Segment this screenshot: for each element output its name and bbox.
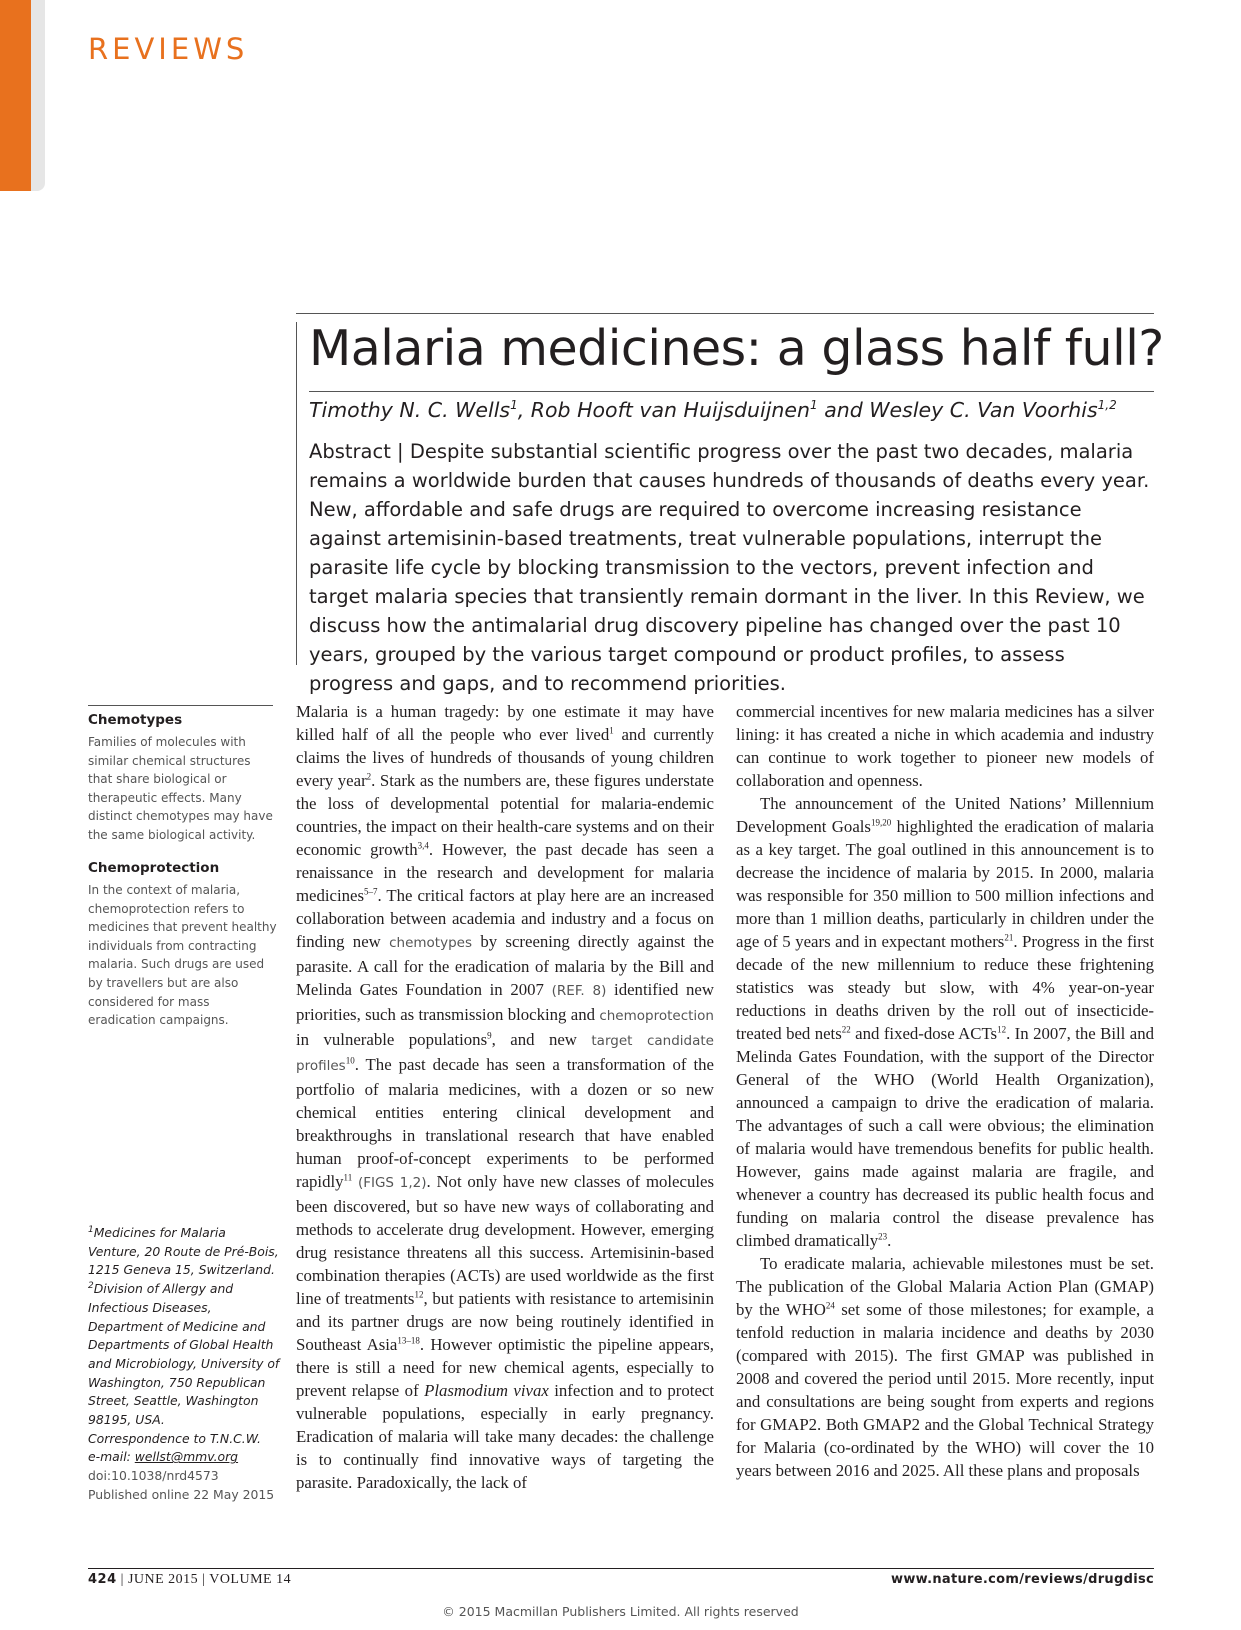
article-title: Malaria medicines: a glass half full? xyxy=(309,320,1164,377)
glossary-definition: Families of molecules with similar chemical structures that share biological or therapeutic effects. Many distinct chemotypes may have the same biological activity. xyxy=(88,735,273,842)
body-column-2 xyxy=(736,700,1154,1482)
author-separator: and xyxy=(817,398,870,422)
glossary-definition: In the context of malaria, chemoprotection refers to medicines that prevent healthy individuals from contracting malaria. Such drugs are used by travellers but are also considered for mass eradication campaigns. xyxy=(88,883,277,1028)
body-paragraph: To eradicate malaria, achievable milestones must be set. The publication of the Global Malaria Action Plan (GMAP) by the WHO$^{24}$ set some of those milestones; for example, a tenfold reduction in malaria incidence and deaths by 2030 (compared with 2015). The first GMAP was published in 2008 and covered the period until 2015. More recently, input and consultations are being sought from experts and regions for GMAP2. Both GMAP2 and the Global Technical Strategy for Malaria (co-ordinated by the WHO) will cover the 10 years between 2016 and 2025. All these plans and proposals xyxy=(736,1254,1154,1480)
journal-url[interactable]: www.nature.com/reviews/drugdisc xyxy=(891,1572,1154,1587)
section-label: REVIEWS xyxy=(88,32,249,66)
copyright: © 2015 Macmillan Publishers Limited. All rights reserved xyxy=(442,1604,799,1619)
glossary-term: Chemoprotection xyxy=(88,860,220,876)
glossary-link[interactable]: chemoprotection xyxy=(599,1008,714,1024)
author-separator: , xyxy=(517,398,531,422)
email-link[interactable]: wellst@mmv.org xyxy=(134,1449,239,1465)
affiliation-1: $^1$Medicines for Malaria Venture, 20 Route de Pré-Bois, 1215 Geneva 15, Switzerland. xyxy=(88,1224,279,1278)
footer-rule xyxy=(88,1568,1154,1569)
doi: doi:10.1038/nrd4573 xyxy=(88,1468,219,1484)
body-paragraph: commercial incentives for new malaria medicines has a silver lining: it has created a niche in which academia and industry can continue to work together to pioneer new models of collaboration and openness. xyxy=(736,702,1154,790)
issue-info: | JUNE 2015 | VOLUME 14 xyxy=(116,1572,292,1587)
author-name: Wesley C. Van Voorhis xyxy=(869,398,1098,422)
affiliations xyxy=(88,1224,280,1505)
abstract: Abstract | Despite substantial scientific progress over the past two decades, malaria remains a worldwide burden that causes hundreds of thousands of deaths every year. New, affordable and safe drugs are required to overcome increasing resistance against artemisinin-based treatments, treat vulnerable populations, interrupt the parasite life cycle by blocking transmission to the vectors, prevent infection and target malaria species that transiently remain dormant in the liver. In this Review, we discuss how the antimalarial drug discovery pipeline has changed over the past 10 years, grouped by the various target compound or product profiles, to assess progress and gaps, and to recommend priorities. xyxy=(309,440,1150,695)
email-label: e-mail: xyxy=(88,1449,135,1465)
title-top-rule xyxy=(296,313,1154,314)
author-name: Timothy N. C. Wells xyxy=(309,398,511,422)
body-paragraph: Malaria is a human tragedy: by one estimate it may have killed half of all the people who ever lived$^1$ and currently claims the lives of hundreds of thousands of young children every year$^2$. Stark as the numbers are, these figures understate the loss of developmental potential for malaria-endemic countries, the impact on their health-care systems and on their economic growth$^{3,4}$. However, the past decade has seen a renaissance in the research and development for malaria medicines$^{5-7}$. The critical factors at play here are an increased collaboration between academia and industry and a focus on finding new chemotypes by screening directly against the parasite. A call for the eradication of malaria by the Bill and Melinda Gates Foundation in 2007 (REF. 8) identified new priorities, such as transmission blocking and chemoprotection in vulnerable populations$^9$, and new target candidate profiles$^{10}$. The past decade has seen a transformation of the portfolio of malaria medicines, with a dozen or so new chemical entities entering clinical development and breakthroughs in translational research that have enabled human proof-of-concept experiments to be performed rapidly$^{11}$ (FIGS 1,2). Not only have new classes of molecules been discovered, but so have new ways of collaborating and methods to accelerate drug development. However, emerging drug resistance threatens all this success. Artemisinin-based combination therapies (ACTs) are used worldwide as the first line of treatments$^{12}$, but patients with resistance to artemisinin and its partner drugs are now being routinely identified in Southeast Asia$^{13-18}$. However optimistic the pipeline appears, there is still a need for new chemical agents, especially to prevent relapse of Plasmodium vivax infection and to protect vulnerable populations, especially in early pregnancy. Eradication of malaria will take many decades: the challenge is to continually find innovative ways of targeting the parasite. Paradoxically, the lack of xyxy=(296,702,715,1492)
body-column-1 xyxy=(296,700,714,1494)
glossary-link[interactable]: target candidate profiles xyxy=(296,1033,714,1074)
title-under-rule xyxy=(309,391,1154,392)
ref-link[interactable]: (REF. 8) xyxy=(551,983,607,999)
author-affiliation: 1,2 xyxy=(1097,398,1117,413)
glossary-link[interactable]: chemotypes xyxy=(389,935,472,951)
correspondence: Correspondence to T.N.C.W. xyxy=(88,1430,261,1446)
author-name: Rob Hooft van Huijsduijnen xyxy=(530,398,811,422)
author-affiliation: 1 xyxy=(810,398,818,413)
page-number: 424 xyxy=(88,1572,117,1587)
accent-bar xyxy=(0,0,31,191)
published-date: Published online 22 May 2015 xyxy=(88,1486,275,1502)
author-affiliation: 1 xyxy=(510,398,518,413)
sidebar-rule xyxy=(88,705,273,706)
affiliation-2: $^2$Division of Allergy and Infectious Diseases, Department of Medicine and Departments of Global Health and Microbiology, University of Washington, 750 Republican Street, Seattle, Washington 98195, USA. xyxy=(88,1280,280,1428)
glossary-term: Chemotypes xyxy=(88,712,183,728)
author-list xyxy=(309,398,1117,422)
footer-issue xyxy=(88,1572,291,1588)
body-paragraph: The announcement of the United Nations’ Millennium Development Goals$^{19,20}$ highlighted the eradication of malaria as a key target. The goal outlined in this announcement is to decrease the incidence of malaria by 2015. In 2000, malaria was responsible for 350 million to 500 million infections and more than 1 million deaths, particularly in children under the age of 5 years and in expectant mothers$^{21}$. Progress in the first decade of the new millennium to reduce these frightening statistics was steady but slow, with 4% year-on-year reductions in deaths driven by the roll out of insecticide-treated bed nets$^{22}$ and fixed-dose ACTs$^{12}$. In 2007, the Bill and Melinda Gates Foundation, with the support of the Director General of the WHO (World Health Organization), announced a campaign to drive the eradication of malaria. The advantages of such a call were obvious; the elimination of malaria would have tremendous benefits for public health. However, gains made against malaria are fragile, and whenever a country has decreased its public health focus and funding on malaria control the disease prevalence has climbed dramatically$^{23}$. xyxy=(736,794,1154,1250)
figure-link[interactable]: (FIGS 1,2) xyxy=(357,1175,427,1191)
title-left-rule xyxy=(296,322,297,665)
accent-bar-shadow xyxy=(31,0,45,191)
